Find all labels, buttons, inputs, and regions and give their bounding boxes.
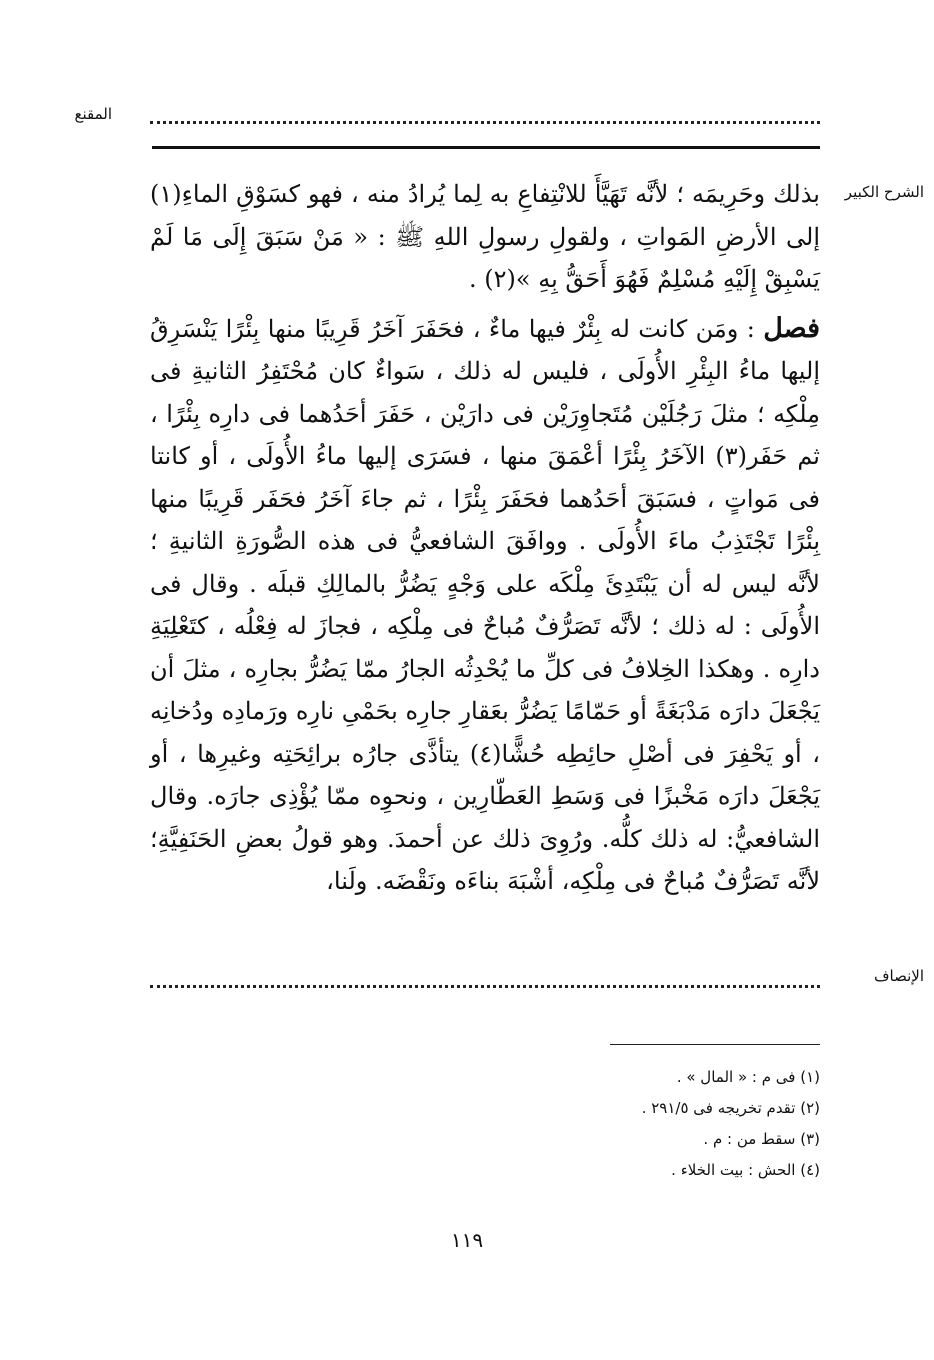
top-dotted-line [150, 121, 820, 124]
paragraph-2 [150, 308, 820, 903]
paragraph-2-text: : ومَن كانت له بِئْرٌ فيها ماءٌ ، فحَفَرَ آخَرُ قَرِيبًا منها بِئْرًا يَنْسَرِقُ إليها ماءُ البِئْرِ الأُولَى ، فليس له ذلك ، سَواءٌ كان مُحْتَفِرُ الثانيةِ فى مِلْكِه ؛ مثلَ رَجُلَيْن مُتَجاوِرَيْن فى دارَيْن ، حَفَرَ أحَدُهما فى دارِه بِئْرًا ، ثم حَفَر(٣) الآخَرُ بِئْرًا أعْمَقَ منها ، فسَرَى إليها ماءُ الأُولَى ، أو كانتا فى مَواتٍ ، فسَبَقَ أحَدُهما فحَفَرَ بِئْرًا ، ثم جاءَ آخَرُ فحَفَر قَرِيبًا منها بِئْرًا تَجْتَذِبُ ماءَ الأُولَى . ووافَقَ الشافعيُّ فى هذه الصُّورَةِ الثانيةِ ؛ لأنَّه ليس له أن يَبْتَدِئَ مِلْكَه على وَجْهٍ يَضُرُّ بالمالِكِ قبلَه . وقال فى الأُولَى : له ذلك ؛ لأنَّه تَصَرُّفٌ مُباحٌ فى مِلْكِه ، فجازَ له فِعْلُه ، كتَعْلِيَةِ دارِه . وهكذا الخِلافُ فى كلِّ ما يُحْدِثُه الجارُ ممّا يَضُرُّ بجارِه ، مثلَ أن يَجْعَلَ دارَه مَدْبَغَةً أو حَمّامًا يَضُرُّ بعَقارِ جارِه بحَمْىِ نارِه ورَمادِه ودُخانِه ، أو يَحْفِرَ فى أصْلِ حائِطِه حُشًّا(٤) يتأذَّى جارُه برائِحَتِه وغيرِها ، أو يَجْعَلَ دارَه مَخْبزًا فى وَسَطِ العَطّارِين ، ونحوِه ممّا يُؤْذِى جارَه. وقال الشافعيُّ: له ذلك كلُّه. ورُوِىَ ذلك عن أحمدَ. وهو قولُ بعضِ الحَنَفِيَّةِ؛ لأنَّه تَصَرُّفٌ مُباحٌ فى مِلْكِه، أشْبَهَ بناءَه ونَقْضَه. ولَنا، [150, 314, 821, 895]
footnote-1: (١) فى م : « المال » . [676, 1068, 820, 1086]
footnote-3: (٣) سقط من : م . [703, 1130, 820, 1148]
footnote-4: (٤) الحش : بيت الخلاء . [671, 1161, 820, 1179]
footnotes [440, 1062, 820, 1186]
fasl-heading: فصل [763, 312, 820, 344]
footnote-2: (٢) تقدم تخريجه فى ٢٩١/٥ . [641, 1099, 820, 1117]
sharh-section-label: الشرح الكبير [844, 183, 924, 201]
footnote-separator [610, 1044, 820, 1045]
header-rule [152, 146, 820, 149]
insaf-section-label: الإنصاف [873, 967, 924, 985]
main-text [150, 173, 820, 903]
top-section-label: المقنع [74, 105, 112, 123]
bottom-dotted-line [150, 985, 820, 988]
page-number: ١١٩ [450, 1228, 484, 1252]
paragraph-1: بذلك وحَرِيمَه ؛ لأنَّه تَهَيَّأَ للانْتِفاعِ به لِما يُرادُ منه ، فهو كسَوْقِ الماءِ(١) إلى الأرضِ المَواتِ ، ولقولِ رسولِ اللهِ ﷺ : « مَنْ سَبَقَ إِلَى مَا لَمْ يَسْبِقْ إِلَيْهِ مُسْلِمٌ فَهُوَ أَحَقُّ بِهِ »(٢) . [150, 180, 820, 293]
